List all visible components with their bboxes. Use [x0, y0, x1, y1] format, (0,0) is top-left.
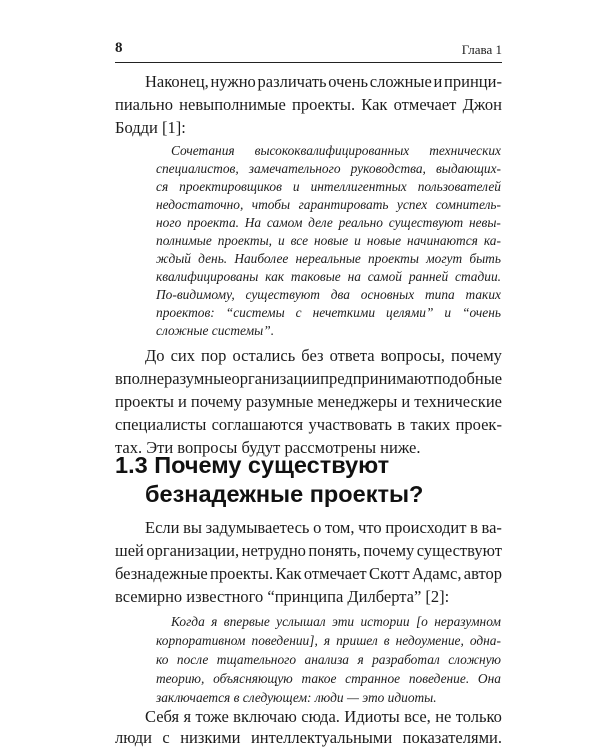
body-line: Бодди [1]: [115, 118, 186, 137]
quote-line: ко после тщательного анализа я разработал сложную [156, 652, 501, 667]
body-line: люди с низкими интеллектуальными показателями. [115, 728, 502, 747]
page-number: 8 [115, 40, 123, 56]
body-line: проекты и почему разумные менеджеры и технические [115, 392, 502, 411]
body-line: пиально невыполнимые проекты. Как отмечает Джон [115, 95, 502, 114]
body-line: шей организации, нетрудно понять, почему существуют [115, 541, 502, 560]
body-line: Себя я тоже включаю сюда. Идиоты все, не только [145, 707, 502, 726]
body-line: безнадежные проекты. Как отмечает Скотт Адамс, автор [115, 564, 502, 583]
body-line: вполне разумные организации предпринимают подобные [115, 369, 503, 388]
quote-line: сложные системы”. [156, 323, 275, 338]
running-head: Глава 1 [461, 42, 502, 57]
quote-line: полнимые проекты, и все новые и новые начинаются ка- [156, 233, 501, 248]
quote-line: специалистов, замечательного руководства, выдающих- [156, 161, 501, 176]
quote-line: ждый день. Наиболее нереальные проекты могут быть [156, 251, 501, 266]
body-line: тах. Эти вопросы будут рассмотрены ниже. [115, 438, 421, 457]
quote-line: Когда я впервые услышал эти истории [о неразумном [171, 614, 501, 629]
body-line: До сих пор остались без ответа вопросы, почему [145, 346, 502, 365]
body-line: специалисты соглашаются участвовать в таких проек- [115, 415, 502, 434]
quote-line: корпоративном поведении], я пришел в недоумение, одна- [156, 633, 501, 648]
quote-line: теорию, объясняющую такое странное поведение. Она [156, 671, 501, 686]
quote-line: проектов: “системы с нечеткими целями” и “очень [156, 305, 501, 320]
quote-line: недостаточно, чтобы гарантировать успех сомнитель- [156, 197, 501, 212]
body-line: Если вы задумываетесь о том, что происходит в ва- [145, 518, 502, 537]
section-heading-line: 1.3 Почему существуют [115, 452, 390, 478]
quote-line: квалифицированы как таковые на самой ранней стадии. [156, 269, 501, 284]
quote-line: заключается в следующем: люди — это идиоты. [156, 690, 437, 705]
header-rule [115, 62, 502, 63]
quote-line: ся проектировщиков и интеллигентных пользователей [156, 179, 501, 194]
section-heading-line: безнадежные проекты? [145, 481, 424, 507]
quote-line: Сочетания высококвалифицированных технических [171, 143, 501, 158]
body-line: Наконец, нужно различать очень сложные и принци- [145, 72, 502, 91]
body-line: всемирно известного “принципа Дилберта” [2]: [115, 587, 450, 606]
quote-line: По-видимому, существуют два основных типа таких [156, 287, 501, 302]
quote-line: ного проекта. На самом деле реально существуют невы- [156, 215, 501, 230]
